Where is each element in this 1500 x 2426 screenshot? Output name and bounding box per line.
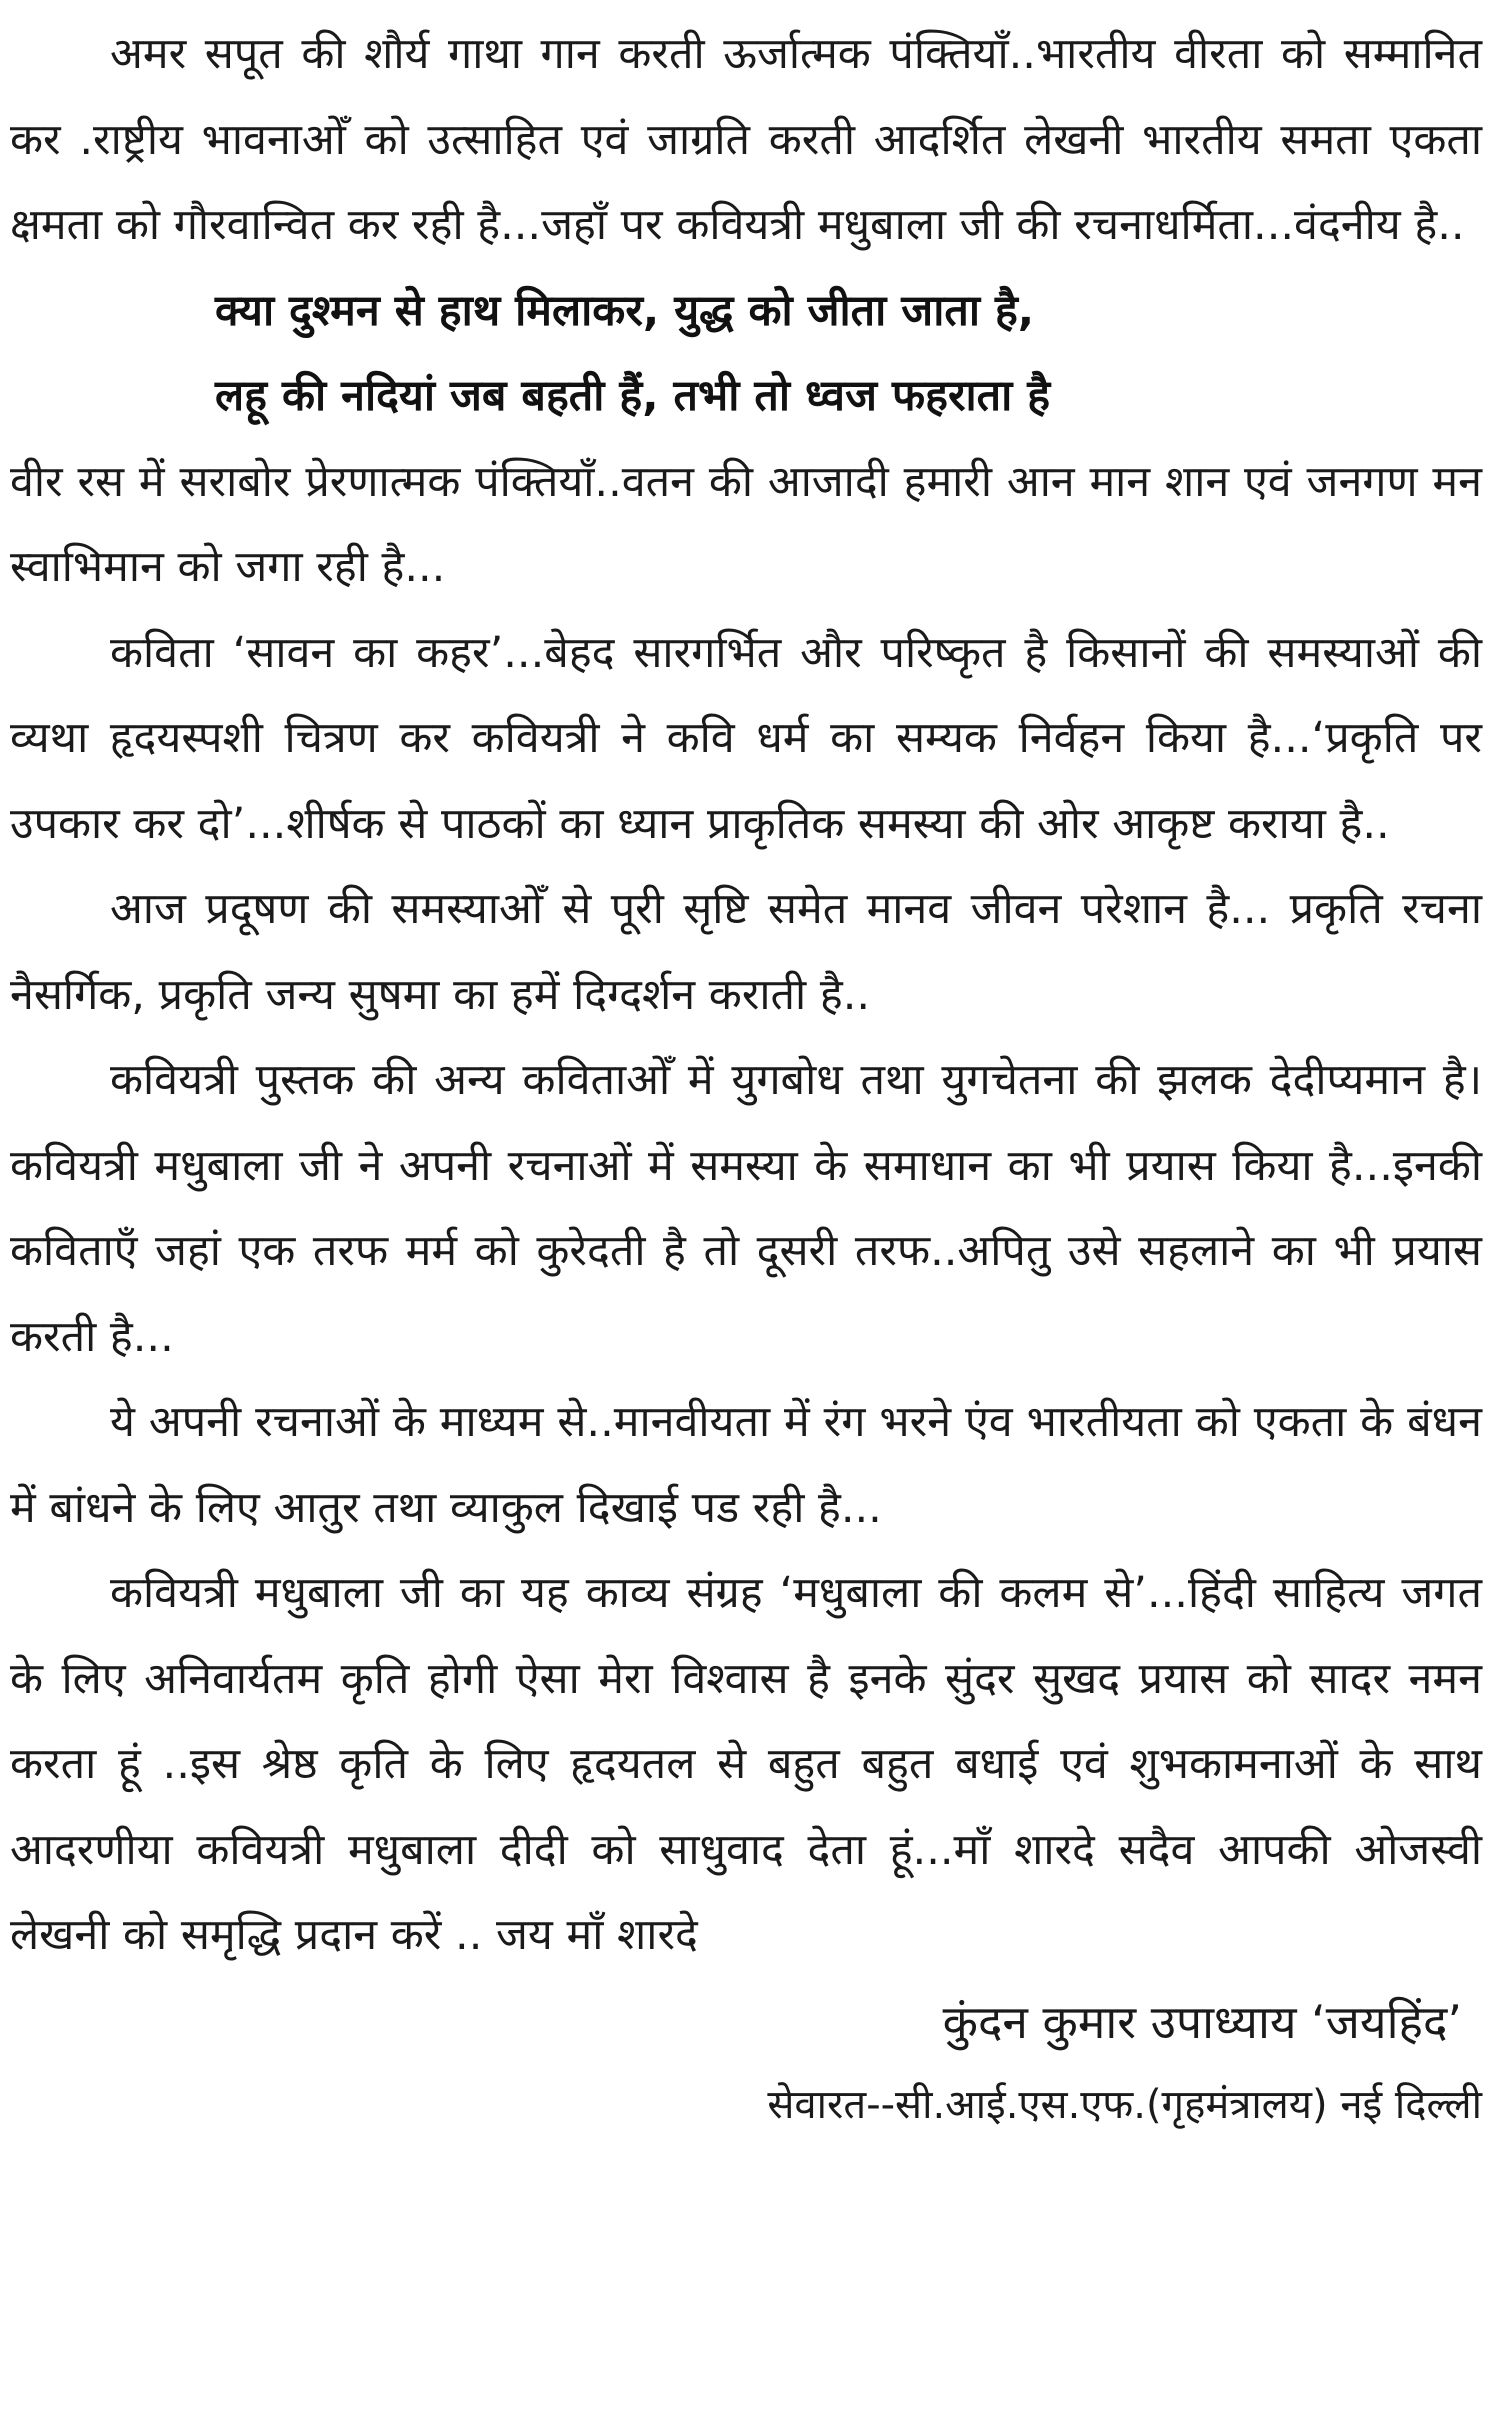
paragraph-yugbodh: कवियत्री पुस्तक की अन्य कविताओँ में युगबोध तथा युगचेतना की झलक देदीप्यमान है। कवियत्री मधुबाला जी ने अपनी रचनाओं में समस्या के समाधान का भी प्रयास किया है...इनकी कविताएँ जहां एक तरफ मर्म को कुरेदती है तो दूसरी तरफ..अपितु उसे सहलाने का भी प्रयास करती है... xyxy=(10,1055,1482,1362)
paragraph-sawan: कविता ‘सावन का कहर’...बेहद सारगर्भित और परिष्कृत है किसानों की समस्याओं की व्यथा हृदयस्पशी चित्रण कर कवियत्री ने कवि धर्म का सम्यक निर्वहन किया है...‘प्रकृति पर उपकार कर दो’...शीर्षक से पाठकों का ध्यान प्राकृतिक समस्या की ओर आकृष्ट कराया है.. xyxy=(10,627,1482,849)
paragraph-pollution: आज प्रदूषण की समस्याओँ से पूरी सृष्टि समेत मानव जीवन परेशान है... प्रकृति रचना नैसर्गिक, प्रकृति जन्य सुषमा का हमें दिग्दर्शन कराती है.. xyxy=(10,884,1482,1020)
verse-line-2: लहू की नदियां जब बहती हैं, तभी तो ध्वज फहराता है xyxy=(215,371,1051,421)
paragraph-after-verse: वीर रस में सराबोर प्रेरणात्मक पंक्तियाँ..वतन की आजादी हमारी आन मान शान एवं जनगण मन स्वाभिमान को जगा रही है... xyxy=(10,456,1482,592)
signature-name: कुंदन कुमार उपाध्याय ‘जयहिंद’ xyxy=(942,1994,1462,2049)
paragraph-manaviyata: ये अपनी रचनाओं के माध्यम से..मानवीयता में रंग भरने एंव भारतीयता को एकता के बंधन में बांधने के लिए आतुर तथा व्याकुल दिखाई पड रही है... xyxy=(10,1397,1482,1533)
signature-designation: सेवारत--सी.आई.एस.एफ.(गृहमंत्रालय) नई दिल्ली xyxy=(767,2081,1482,2128)
paragraph-conclusion: कवियत्री मधुबाला जी का यह काव्य संग्रह ‘मधुबाला की कलम से’...हिंदी साहित्य जगत के लिए अनिवार्यतम कृति होगी ऐसा मेरा विश्वास है इनके सुंदर सुखद प्रयास को सादर नमन करता हूं ..इस श्रेष्ठ कृति के लिए हृदयतल से बहुत बहुत बधाई एवं शुभकामनाओं के साथ आदरणीया कवियत्री मधुबाला दीदी को साधुवाद देता हूं...माँ शारदे सदैव आपकी ओजस्वी लेखनी को समृद्धि प्रदान करें .. जय माँ शारदे xyxy=(10,1568,1482,1960)
paragraph-intro: अमर सपूत की शौर्य गाथा गान करती ऊर्जात्मक पंक्तियाँ..भारतीय वीरता को सम्मानित कर .राष्ट्रीय भावनाओँ को उत्साहित एवं जाग्रति करती आदर्शित लेखनी भारतीय समता एकता क्षमता को गौरवान्वित कर रही है...जहाँ पर कवियत्री मधुबाला जी की रचनाधर्मिता...वंदनीय है.. xyxy=(10,29,1482,250)
verse-line-1: क्या दुश्मन से हाथ मिलाकर, युद्ध को जीता जाता है, xyxy=(215,285,1035,336)
